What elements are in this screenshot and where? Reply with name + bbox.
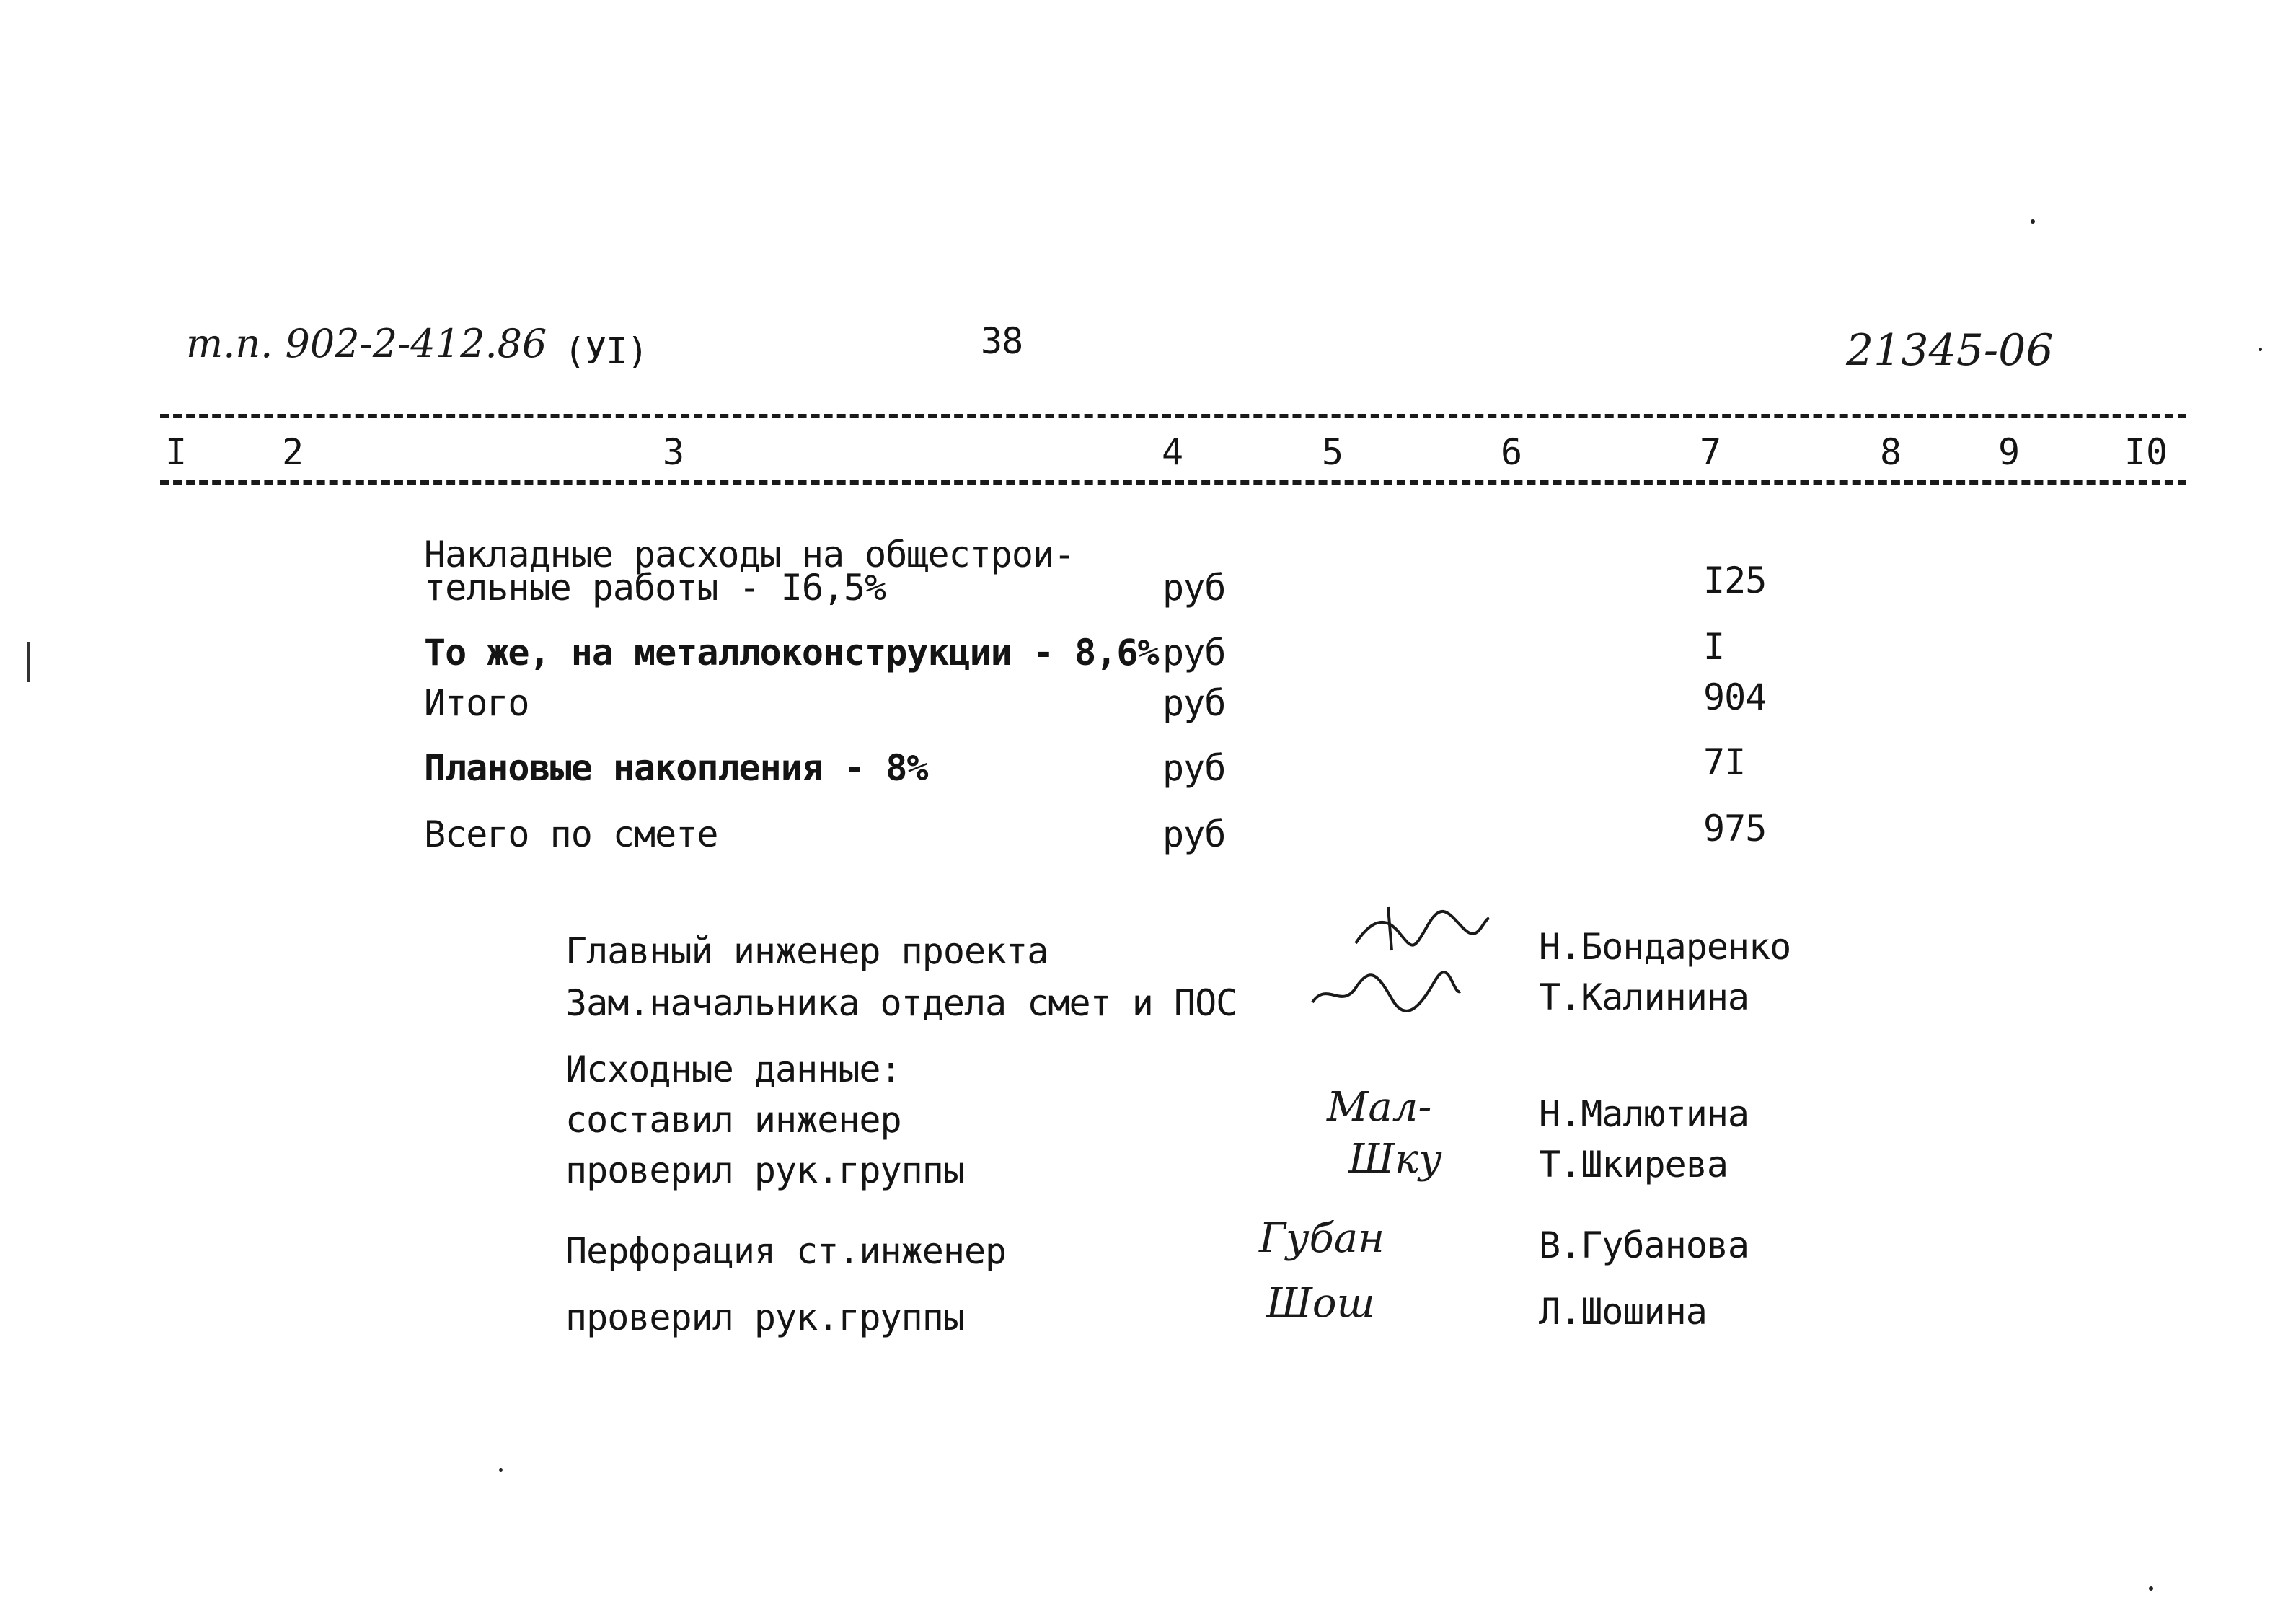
signatory-role: составил инженер (565, 1099, 901, 1141)
column-number: I (164, 431, 187, 473)
signatory-name: Н.Бондаренко (1539, 926, 1791, 968)
signatory-role: Зам.начальника отдела смет и ПОС (565, 982, 1237, 1024)
signature (1305, 966, 1464, 1017)
signatory-role: проверил рук.группы (565, 1149, 964, 1191)
page-number: 38 (981, 320, 1023, 362)
scan-artifact (2149, 1586, 2153, 1591)
row-label: тельные работы - I6,5% (424, 567, 886, 609)
section-heading: Исходные данные: (565, 1048, 901, 1090)
document-code: т.п. 902-2-412.86 (186, 321, 547, 366)
signature: Мал- (1327, 1084, 1432, 1131)
volume-label: (УI) (564, 330, 648, 372)
signature: Шку (1348, 1136, 1442, 1183)
column-number: 5 (1321, 431, 1344, 473)
signature: Шош (1266, 1280, 1375, 1327)
row-label: Накладные расходы на общестрои- (424, 534, 1075, 575)
scan-artifact (27, 642, 30, 682)
row-unit: руб (1162, 747, 1226, 789)
row-value: 975 (1703, 808, 1767, 849)
column-number: 9 (1997, 431, 2021, 473)
signatory-role: Главный инженер проекта (565, 930, 1048, 972)
signatory-name: Т.Калинина (1539, 976, 1749, 1018)
row-label: Плановые накопления - 8% (424, 747, 928, 789)
header-rule-bottom (160, 480, 2186, 485)
column-number: 8 (1879, 431, 1902, 473)
signatory-role: Перфорация ст.инженер (565, 1230, 1007, 1272)
signatory-name: Н.Малютина (1539, 1093, 1749, 1135)
stamp-number: 21345-06 (1846, 325, 2054, 376)
column-number: 4 (1161, 431, 1184, 473)
scan-artifact (499, 1468, 503, 1472)
scan-artifact (2259, 348, 2262, 351)
column-number: 6 (1500, 431, 1523, 473)
row-unit: руб (1162, 632, 1226, 674)
row-value: I25 (1703, 560, 1767, 601)
header-rule-top (160, 414, 2186, 418)
row-unit: руб (1162, 813, 1226, 855)
column-number: 3 (662, 431, 685, 473)
row-value: 7I (1703, 741, 1746, 783)
signatory-role: проверил рук.группы (565, 1297, 964, 1338)
row-value: 904 (1703, 676, 1767, 718)
row-label: Всего по смете (424, 813, 718, 855)
column-number: I0 (2124, 431, 2168, 473)
column-number: 2 (281, 431, 304, 473)
signatory-name: Л.Шошина (1539, 1291, 1707, 1333)
row-unit: руб (1162, 682, 1226, 724)
scan-artifact (2031, 219, 2035, 224)
row-unit: руб (1162, 567, 1226, 609)
column-number: 7 (1699, 431, 1722, 473)
signature: Губан (1259, 1215, 1385, 1262)
row-value: I (1703, 626, 1725, 668)
row-label: Итого (424, 682, 529, 724)
signatory-name: В.Губанова (1539, 1224, 1749, 1266)
row-label: То же, на металлоконструкции - 8,6% (424, 632, 1159, 674)
signature (1348, 900, 1493, 958)
signatory-name: Т.Шкирева (1539, 1144, 1728, 1185)
